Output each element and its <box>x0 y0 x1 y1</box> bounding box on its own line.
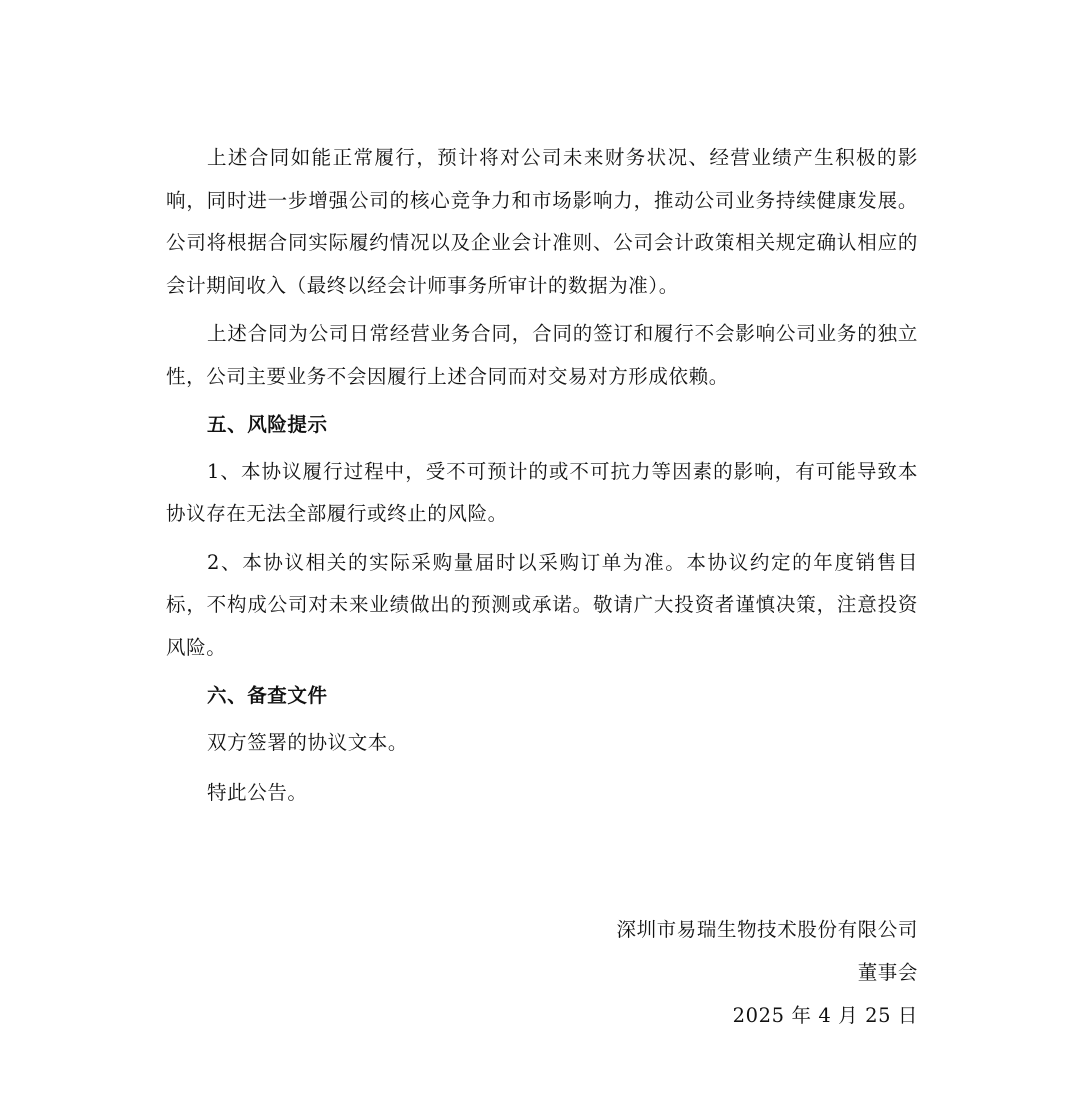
paragraph-contract-impact: 上述合同如能正常履行，预计将对公司未来财务状况、经营业绩产生积极的影响，同时进一步增强公司的核心竞争力和市场影响力，推动公司业务持续健康发展。公司将根据合同实际履约情况以及企业会计准则、公司会计政策相关规定确认相应的会计期间收入（最终以经会计师事务所审计的数据为准）。 <box>166 146 918 297</box>
signature-date: 2025 年 4 月 25 日 <box>732 1004 918 1027</box>
reference-section-heading: 六、备查文件 <box>207 684 328 707</box>
signature-company: 深圳市易瑞生物技术股份有限公司 <box>616 918 918 941</box>
signature-board: 董事会 <box>857 961 918 984</box>
paragraph-contract-independence: 上述合同为公司日常经营业务合同，合同的签订和履行不会影响公司业务的独立性，公司主要业务不会因履行上述合同而对交易对方形成依赖。 <box>166 322 918 388</box>
reference-document-text: 双方签署的协议文本。 <box>207 730 409 754</box>
risk-item-2: 2、本协议相关的实际采购量届时以采购订单为准。本协议约定的年度销售目标，不构成公司对未来业绩做出的预测或承诺。敬请广大投资者谨慎决策，注意投资风险。 <box>166 550 918 659</box>
signature-block <box>616 908 918 1037</box>
closing-statement: 特此公告。 <box>207 781 308 804</box>
risk-section-heading: 五、风险提示 <box>207 413 328 436</box>
document-body <box>166 137 918 823</box>
risk-item-1: 1、本协议履行过程中，受不可预计的或不可抗力等因素的影响，有可能导致本协议存在无法全部履行或终止的风险。 <box>166 459 918 525</box>
